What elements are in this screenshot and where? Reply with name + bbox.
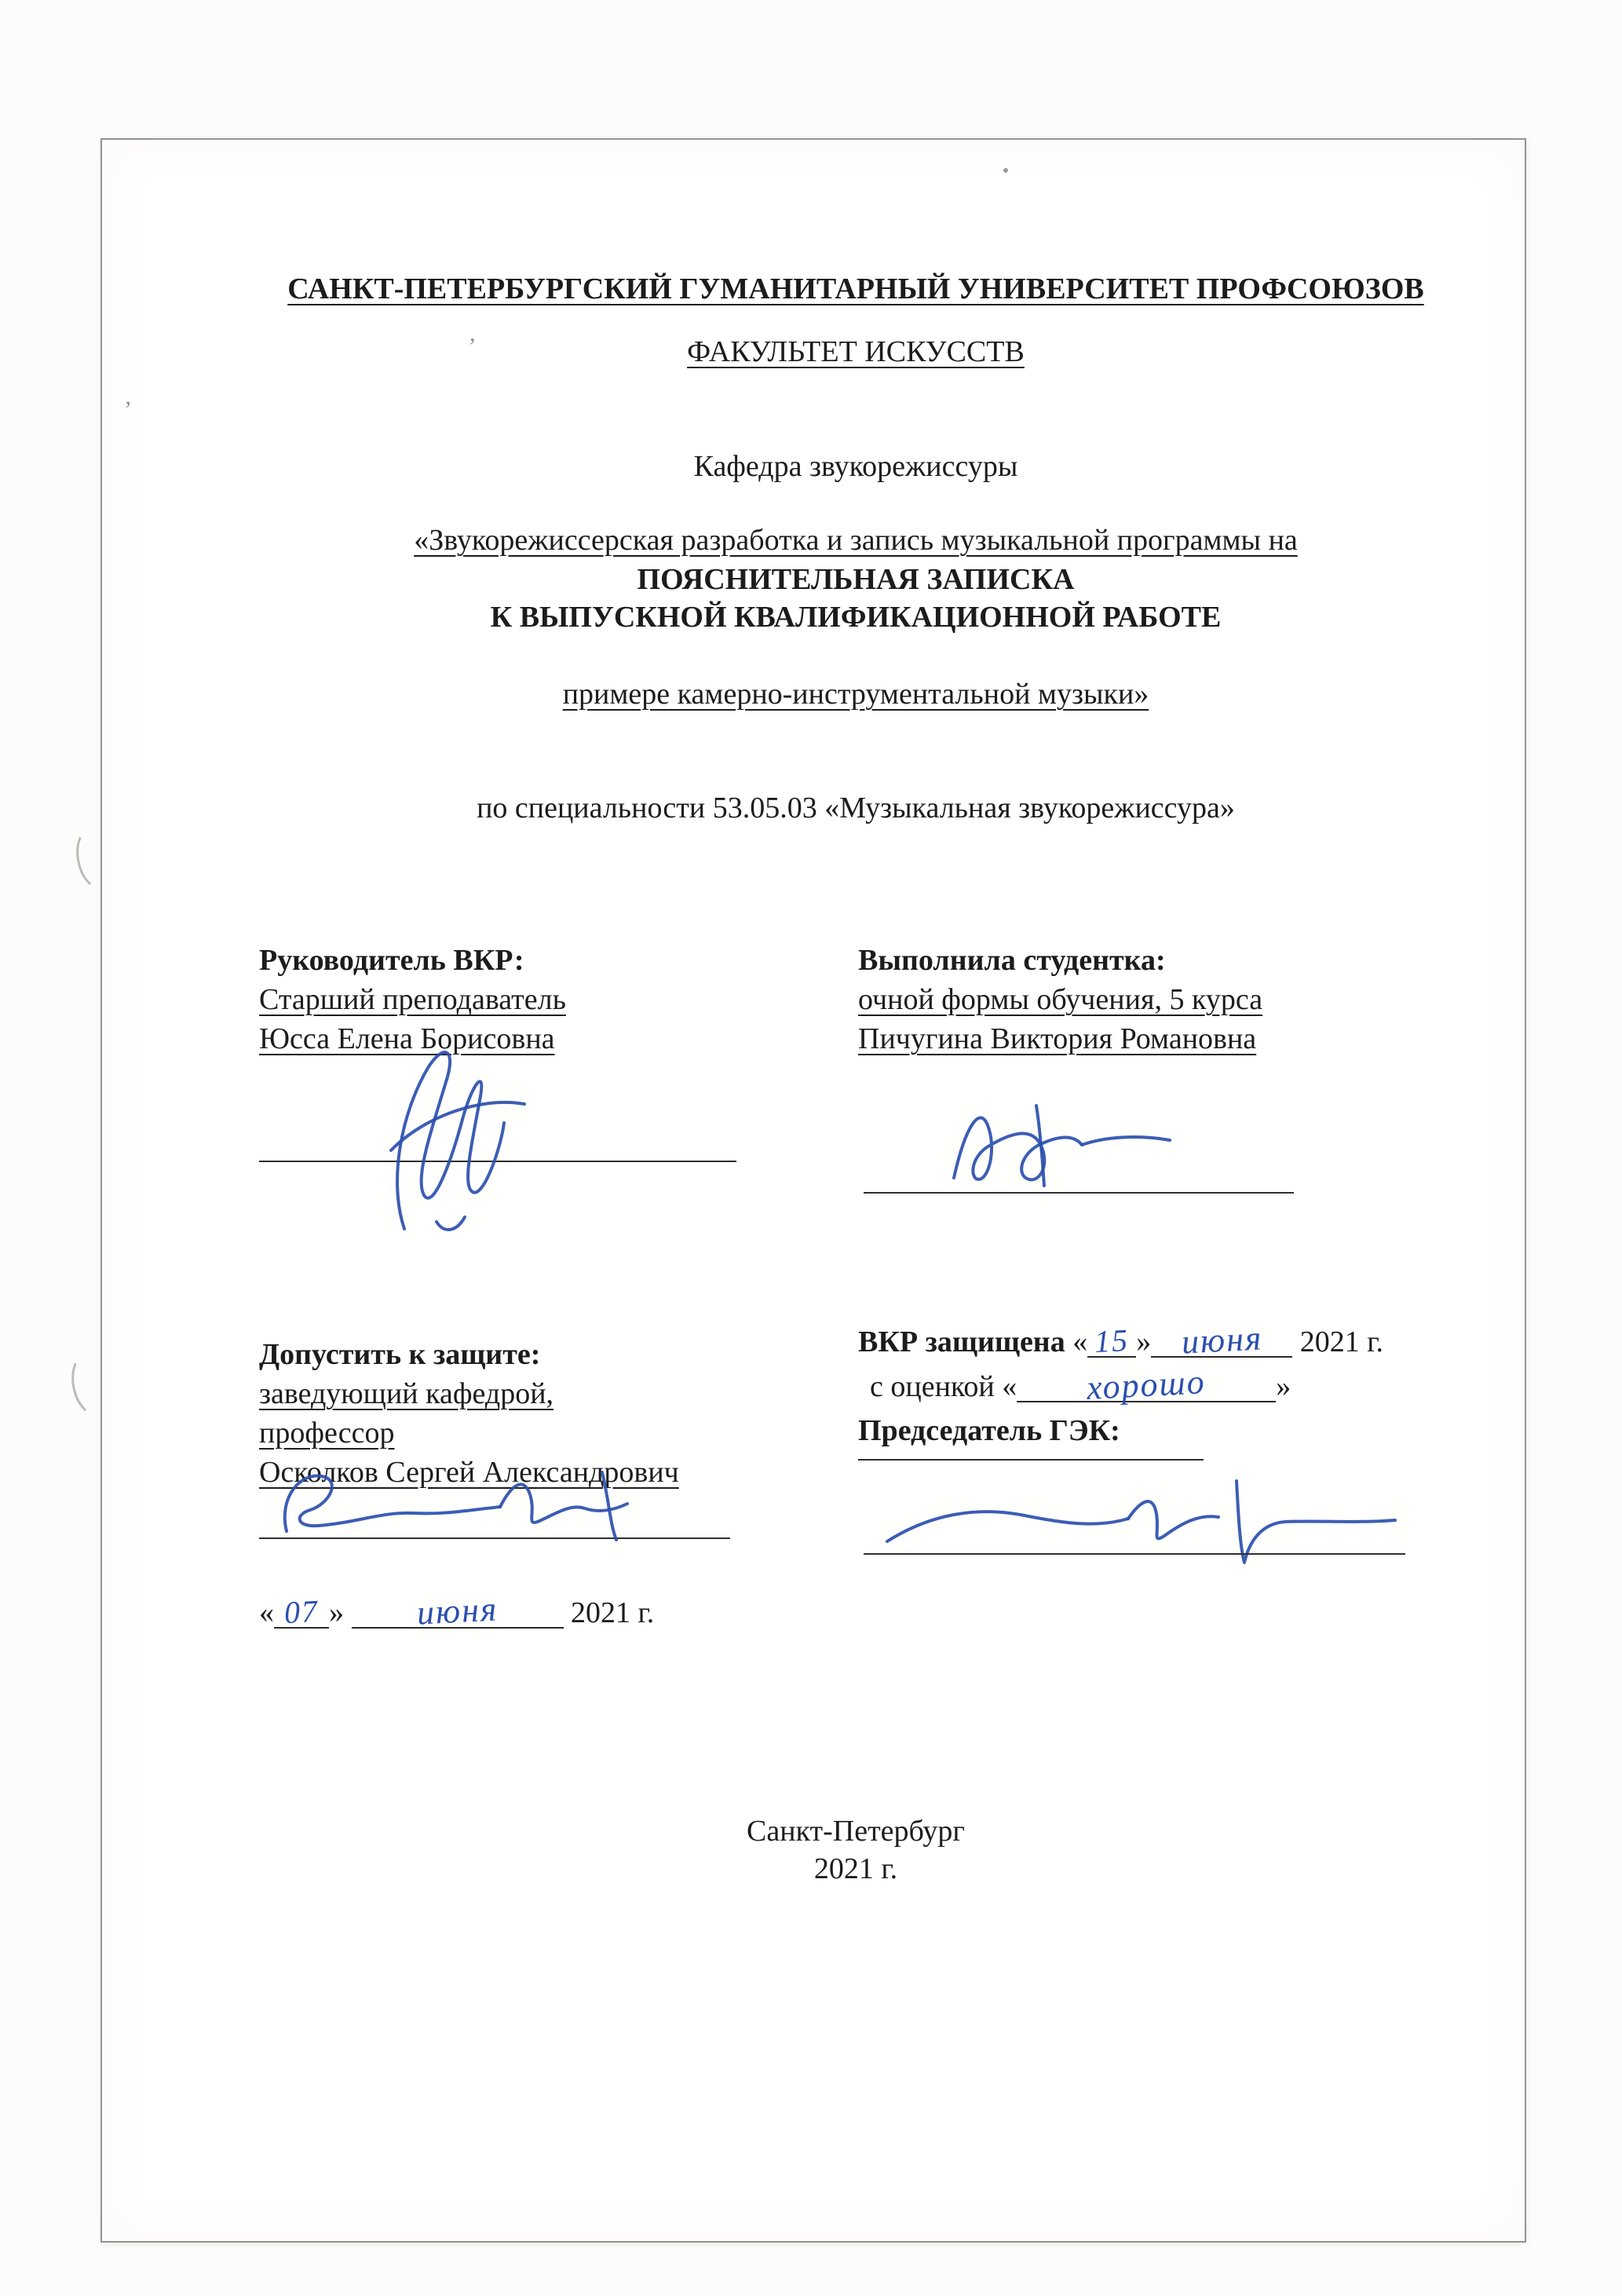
scan-artifact — [1003, 168, 1008, 173]
specialty-line: по специальности 53.05.03 «Музыкальная звукорежиссура» — [477, 792, 1235, 824]
student-block — [858, 941, 1392, 1058]
supervisor-heading: Руководитель ВКР: — [259, 944, 524, 977]
admission-date-close-quote: » — [329, 1596, 344, 1629]
year-line: 2021 г. — [813, 1852, 898, 1885]
grade-close-quote: » — [1276, 1370, 1291, 1403]
chairman-short-line — [858, 1459, 1204, 1461]
defense-day-handwritten: 15 — [1094, 1322, 1131, 1360]
supervisor-signature — [345, 1021, 565, 1249]
student-name: Пичугина Виктория Романовна — [858, 1022, 1257, 1055]
admission-month-blank — [352, 1589, 564, 1632]
grade-blank — [1017, 1362, 1276, 1407]
defense-month-blank — [1151, 1318, 1292, 1362]
defense-year: 2021 г. — [1299, 1325, 1384, 1358]
supervisor-name: Юсса Елена Борисовна — [259, 1022, 555, 1055]
scan-artifact: , — [469, 320, 476, 346]
defense-date-line — [858, 1318, 1384, 1362]
university-title: САНКТ-ПЕТЕРБУРГСКИЙ ГУМАНИТАРНЫЙ УНИВЕРСИТЕТ ПРОФСОЮЗОВ — [287, 272, 1424, 305]
chairman-signature-line — [864, 1553, 1405, 1555]
defense-close-quote: » — [1136, 1325, 1152, 1358]
supervisor-position: Старший преподаватель — [259, 983, 566, 1016]
defense-open-quote: « — [1072, 1325, 1088, 1358]
grade-line — [870, 1362, 1291, 1407]
work-title-line2: примере камерно-инструментальной музыки» — [562, 678, 1149, 711]
defense-month-handwritten: июня — [1180, 1318, 1264, 1362]
grade-prefix: с оценкой « — [870, 1370, 1017, 1403]
doc-type-line1: ПОЯСНИТЕЛЬНАЯ ЗАПИСКА — [637, 563, 1075, 596]
student-info: очной формы обучения, 5 курса — [858, 983, 1263, 1016]
defense-day-blank — [1087, 1323, 1136, 1358]
admission-date-line — [259, 1589, 655, 1632]
admission-year: 2021 г. — [571, 1596, 655, 1629]
student-signature — [919, 1082, 1178, 1200]
admission-month-handwritten: июня — [415, 1589, 499, 1632]
admission-signature — [263, 1449, 656, 1559]
scan-artifact: ’ — [124, 397, 132, 422]
admission-name: Осколков Сергей Александрович — [259, 1456, 679, 1489]
admission-date-open-quote: « — [259, 1596, 274, 1629]
student-heading: Выполнила студентка: — [858, 944, 1166, 977]
admission-position-1: заведующий кафедрой, — [259, 1377, 554, 1410]
admission-position-2: профессор — [259, 1417, 395, 1450]
department-line: Кафедра звукорежиссуры — [693, 450, 1018, 483]
defense-label: ВКР защищена — [858, 1325, 1065, 1358]
city-line: Санкт-Петербург — [746, 1815, 966, 1848]
admission-day-handwritten: 07 — [283, 1592, 320, 1631]
admission-heading: Допустить к защите: — [259, 1338, 541, 1371]
admission-day-blank — [274, 1594, 329, 1629]
grade-handwritten: хорошо — [1086, 1362, 1207, 1407]
faculty-title: ФАКУЛЬТЕТ ИСКУССТВ — [687, 335, 1025, 368]
doc-type-line2: К ВЫПУСКНОЙ КВАЛИФИКАЦИОННОЙ РАБОТЕ — [490, 601, 1222, 634]
work-title-line1: «Звукорежиссерская разработка и запись музыкальной программы на — [414, 524, 1298, 557]
chairman-label: Председатель ГЭК: — [858, 1414, 1120, 1447]
chairman-signature — [868, 1467, 1417, 1577]
